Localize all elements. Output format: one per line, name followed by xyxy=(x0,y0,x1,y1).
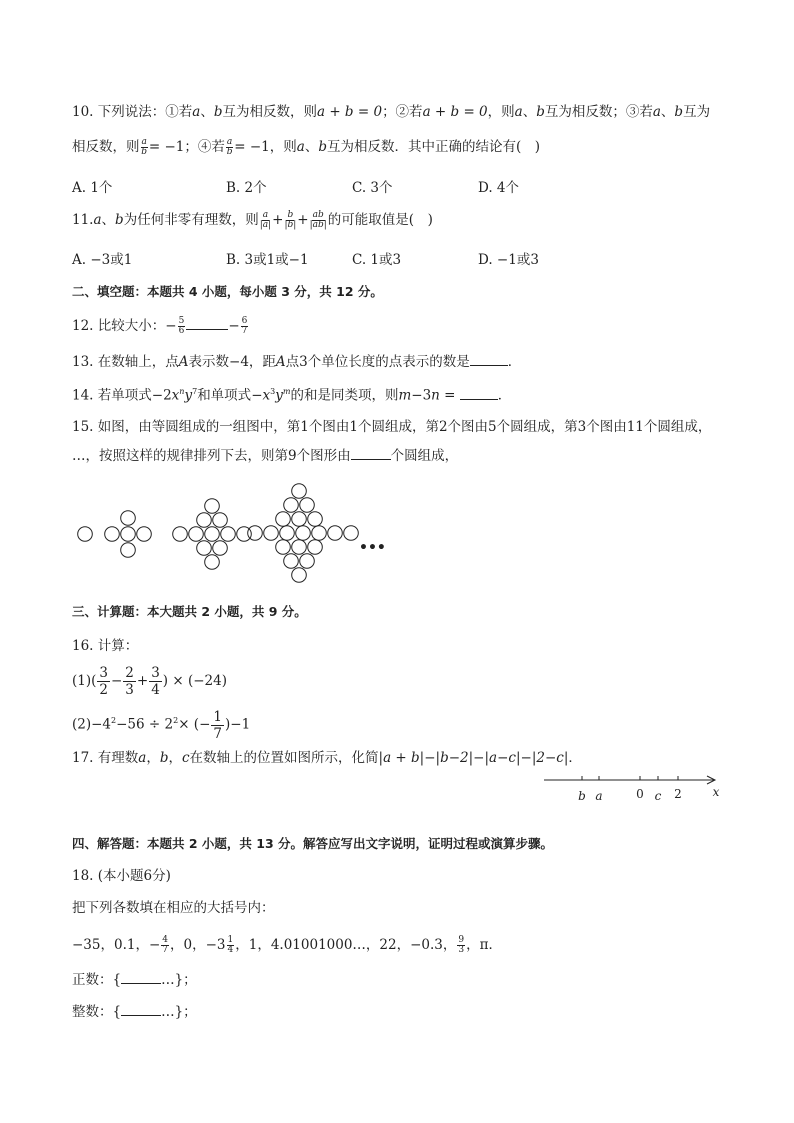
fraction-numerator: ab xyxy=(312,210,324,220)
q10-equation: = −1 xyxy=(148,139,185,155)
circle xyxy=(276,512,291,527)
fraction-numerator: 3 xyxy=(99,665,108,681)
q11-line xyxy=(72,210,433,230)
q11-text: 的可能取值是( ) xyxy=(327,212,433,228)
circle xyxy=(308,540,323,555)
q13-text: 表示数−4，距 xyxy=(188,354,276,370)
mixed-number-integer: −3 xyxy=(205,937,226,953)
q18-integer-row xyxy=(72,1002,197,1022)
q17-text: 17. 有理数 xyxy=(72,750,139,766)
number-line xyxy=(544,770,724,804)
section-fill-in: 二、填空题：本题共 4 小题，每小题 3 分，共 12 分。 xyxy=(72,284,383,299)
q18-positive-row xyxy=(72,970,197,990)
bracket-end: …}； xyxy=(161,972,197,988)
section-answer: 四、解答题：本题共 2 小题，共 13 分。解答应写出文字说明，证明过程或演算步骤。 xyxy=(72,836,554,851)
q11-option-b: B. 3或1或−1 xyxy=(226,252,309,268)
equals-sign: = xyxy=(439,387,460,404)
var-y: y xyxy=(184,387,193,404)
q10-text: 互为相反数，则 xyxy=(222,104,317,120)
circle xyxy=(276,540,291,555)
minus-sign: − xyxy=(148,937,161,953)
q10-text: 互为 xyxy=(683,104,711,120)
q13-text: ． xyxy=(507,354,522,370)
fraction-numerator: 1 xyxy=(227,935,234,945)
q10-text: 互为相反数．其中正确的结论有( ) xyxy=(327,139,541,155)
point-a-label: A xyxy=(275,354,286,370)
q10-text: ，则 xyxy=(487,104,515,120)
q16-text: −56 ÷ 2 xyxy=(116,716,174,733)
q16-lead: 16. 计算： xyxy=(72,638,139,654)
q10-text: 、 xyxy=(522,104,537,120)
circle xyxy=(173,527,188,542)
q10-text: ，则 xyxy=(269,139,297,155)
circle-pattern-figure xyxy=(70,482,400,584)
answer-blank[interactable] xyxy=(186,317,228,330)
q18-numbers xyxy=(72,932,502,958)
continuation-dots: ••• xyxy=(359,540,386,556)
q18-text: ，0， xyxy=(170,937,206,953)
q18-text: ，1，4.01001000…，22，−0.3， xyxy=(235,937,457,953)
fraction-denominator: b xyxy=(226,147,233,157)
minus-sign: − xyxy=(228,318,240,334)
q10-text: ；②若 xyxy=(382,104,423,120)
q17-text: ． xyxy=(568,750,582,766)
circle xyxy=(284,498,299,513)
minus-sign: − xyxy=(165,318,177,334)
var-b: b xyxy=(115,212,124,228)
q10-option-b: B. 2个 xyxy=(226,180,267,196)
fraction-denominator: b xyxy=(141,147,148,157)
q17-line xyxy=(72,748,582,768)
fraction-denominator: |ab| xyxy=(309,220,327,230)
q16-text: −4 xyxy=(91,716,112,733)
integer-label: 整数：{ xyxy=(72,1004,122,1020)
q18-lead: 18. (本小题6分) xyxy=(72,868,171,884)
fraction-numerator: a xyxy=(262,210,269,220)
section-calculation: 三、计算题：本大题共 2 小题，共 9 分。 xyxy=(72,604,307,619)
fraction xyxy=(260,211,271,230)
fraction-numerator: a xyxy=(226,137,233,147)
fraction xyxy=(211,709,224,742)
var-y: y xyxy=(275,387,283,404)
var-b: b xyxy=(536,104,545,120)
var-b: b xyxy=(674,104,684,120)
q10-text: 、 xyxy=(304,139,319,155)
circle xyxy=(189,527,204,542)
q14-text: 和单项式 xyxy=(197,387,252,404)
var-a: a xyxy=(138,750,147,766)
fraction-denominator: 7 xyxy=(241,326,248,336)
q10-text: 、 xyxy=(660,104,675,120)
circle xyxy=(137,527,152,542)
fraction-denominator: 4 xyxy=(227,945,234,955)
circle xyxy=(292,540,307,555)
q16-text: (1)( xyxy=(72,673,97,689)
fraction-denominator: 6 xyxy=(178,326,185,336)
q10-equation: = −1 xyxy=(234,139,270,155)
fraction xyxy=(123,665,136,698)
fraction-numerator: 2 xyxy=(125,665,134,681)
var-b: b xyxy=(318,139,327,155)
fraction xyxy=(227,936,235,955)
var-a: a xyxy=(93,212,102,228)
circle xyxy=(248,526,263,541)
q17-expression: |a + b|−|b−2|−|a−c|−|2−c| xyxy=(378,750,569,766)
q15-line1: 15. 如图，由等圆组成的一组图中，第1个图由1个圆组成，第2个图由5个圆组成，第3个图由11个圆组成， xyxy=(72,419,712,435)
fraction xyxy=(178,317,186,336)
plus-sign: + xyxy=(272,212,284,228)
fraction xyxy=(226,138,233,157)
tick-label-two: 2 xyxy=(674,787,682,801)
answer-blank[interactable] xyxy=(121,971,161,984)
monomial-coefficient: − xyxy=(251,387,263,404)
var-a: a xyxy=(652,104,661,120)
q13-line xyxy=(72,352,521,372)
circle xyxy=(205,527,220,542)
q16-text: × (− xyxy=(178,716,211,733)
answer-blank[interactable] xyxy=(470,353,508,366)
fraction-numerator: 6 xyxy=(241,316,248,326)
var-b: b xyxy=(159,750,169,766)
q11-number: 11. xyxy=(72,212,94,228)
exponent: 2 xyxy=(173,716,179,725)
fraction-numerator: 9 xyxy=(458,935,465,945)
q10-option-c: C. 3个 xyxy=(352,180,393,196)
circle xyxy=(197,513,212,528)
var-n: n xyxy=(431,387,440,404)
q18-text: ，π． xyxy=(466,937,503,953)
q14-text: ． xyxy=(497,387,512,404)
fraction xyxy=(284,211,296,230)
q13-text: 13. 在数轴上，点 xyxy=(72,354,179,370)
q10-text: 、 xyxy=(200,104,214,120)
q11-option-d: D. −1或3 xyxy=(478,252,539,268)
q12-text: 12. 比较大小： xyxy=(72,318,166,334)
q17-text: ， xyxy=(168,750,182,766)
answer-blank[interactable] xyxy=(460,387,498,400)
circle xyxy=(264,526,279,541)
q18-instruction: 把下列各数填在相应的大括号内： xyxy=(72,900,275,916)
q14-text: 14. 若单项式 xyxy=(72,387,152,404)
q15-text: 个圆组成， xyxy=(390,448,459,464)
q14-line xyxy=(72,382,511,406)
q16-part2 xyxy=(72,704,250,742)
q16-text: )−1 xyxy=(224,716,251,733)
q12-line xyxy=(72,316,249,336)
axis-label-x: x xyxy=(712,785,720,799)
answer-blank[interactable] xyxy=(121,1003,161,1016)
q10-line1 xyxy=(72,102,710,122)
fraction-numerator: 1 xyxy=(213,708,222,725)
var-m: m xyxy=(398,387,412,404)
circle xyxy=(312,526,327,541)
fraction-denominator: |a| xyxy=(259,220,272,230)
q10-equation: a + b = 0 xyxy=(422,104,488,120)
q13-text: 点3个单位长度的点表示的数是 xyxy=(285,354,470,370)
circle xyxy=(213,541,228,556)
circle xyxy=(328,526,343,541)
fraction-denominator: 7 xyxy=(213,725,222,742)
fraction-denominator: 4 xyxy=(151,682,160,698)
fraction-numerator: b xyxy=(287,210,294,220)
q11-text: 、 xyxy=(101,212,116,228)
q14-text: 的和是同类项，则 xyxy=(290,387,399,404)
bracket-end: …}； xyxy=(161,1004,197,1020)
q11-option-c: C. 1或3 xyxy=(352,252,402,268)
circle xyxy=(296,526,311,541)
fraction xyxy=(310,211,327,230)
var-b: b xyxy=(213,104,223,120)
circle xyxy=(284,554,299,569)
fraction-numerator: 5 xyxy=(178,316,185,326)
fraction-denominator: 2 xyxy=(99,682,108,698)
q10-text: ；④若 xyxy=(184,139,225,155)
tick-label-b: b xyxy=(578,789,586,803)
fraction xyxy=(241,317,249,336)
circle xyxy=(292,512,307,527)
exponent: 3 xyxy=(270,387,276,396)
exponent: n xyxy=(179,387,185,396)
circle xyxy=(292,484,307,499)
q10-text: 10. 下列说法：①若 xyxy=(72,104,193,120)
answer-blank[interactable] xyxy=(351,447,391,460)
circle xyxy=(300,498,315,513)
q17-text: ， xyxy=(146,750,160,766)
fraction xyxy=(149,665,162,698)
circle xyxy=(197,541,212,556)
fraction-denominator: 3 xyxy=(125,682,134,698)
var-c: c xyxy=(181,750,190,766)
circle xyxy=(308,512,323,527)
circle xyxy=(121,543,136,558)
circle xyxy=(344,526,359,541)
q14-text: −3 xyxy=(411,387,432,404)
plus-sign: + xyxy=(136,673,149,689)
monomial-coefficient: −2 xyxy=(151,387,172,404)
circle xyxy=(213,513,228,528)
var-a: a xyxy=(514,104,523,120)
q10-equation: a + b = 0 xyxy=(316,104,383,120)
tick-label-c: c xyxy=(654,789,662,803)
fraction xyxy=(141,138,148,157)
fraction xyxy=(97,665,110,698)
q11-text: 为任何非零有理数，则 xyxy=(123,212,259,228)
var-a: a xyxy=(296,139,305,155)
point-a-label: A xyxy=(178,354,189,370)
circle xyxy=(292,568,307,583)
q16-text: ) × (−24) xyxy=(162,673,227,689)
fraction-denominator: |b| xyxy=(284,220,297,230)
exponent: m xyxy=(282,387,291,396)
circle xyxy=(105,527,120,542)
fraction-denominator: 7 xyxy=(162,945,169,955)
circle xyxy=(280,526,295,541)
q10-line2 xyxy=(72,137,540,157)
plus-sign: + xyxy=(297,212,309,228)
circle xyxy=(121,511,136,526)
fraction xyxy=(161,936,169,955)
fraction-denominator: 3 xyxy=(458,945,465,955)
fraction-numerator: a xyxy=(141,137,147,147)
fraction xyxy=(457,936,465,955)
exponent: 2 xyxy=(111,716,117,725)
q10-option-a: A. 1个 xyxy=(72,180,113,196)
q17-text: 在数轴上的位置如图所示，化简 xyxy=(189,750,379,766)
circle xyxy=(205,555,220,570)
minus-sign: − xyxy=(110,673,123,689)
var-a: a xyxy=(192,104,201,120)
q15-text: …，按照这样的规律排列下去，则第9个图形由 xyxy=(72,448,351,464)
var-x: x xyxy=(171,387,180,404)
circle xyxy=(121,527,136,542)
q10-text: 相反数，则 xyxy=(72,139,140,155)
tick-label-zero: 0 xyxy=(636,787,644,801)
q10-text: 互为相反数；③若 xyxy=(544,104,653,120)
q18-text: −35，0.1， xyxy=(72,937,149,953)
positive-label: 正数：{ xyxy=(72,972,122,988)
q16-text: (2) xyxy=(72,716,92,733)
tick-label-a: a xyxy=(595,789,603,803)
q16-part1 xyxy=(72,664,227,698)
circle xyxy=(78,527,93,542)
circle xyxy=(300,554,315,569)
q15-line2 xyxy=(72,446,458,466)
var-x: x xyxy=(262,387,271,404)
exponent: 7 xyxy=(192,387,198,396)
q11-option-a: A. −3或1 xyxy=(72,252,133,268)
circle xyxy=(221,527,236,542)
fraction-numerator: 3 xyxy=(151,665,160,681)
fraction-numerator: 4 xyxy=(162,935,169,945)
circle xyxy=(205,499,220,514)
q10-option-d: D. 4个 xyxy=(478,180,520,196)
